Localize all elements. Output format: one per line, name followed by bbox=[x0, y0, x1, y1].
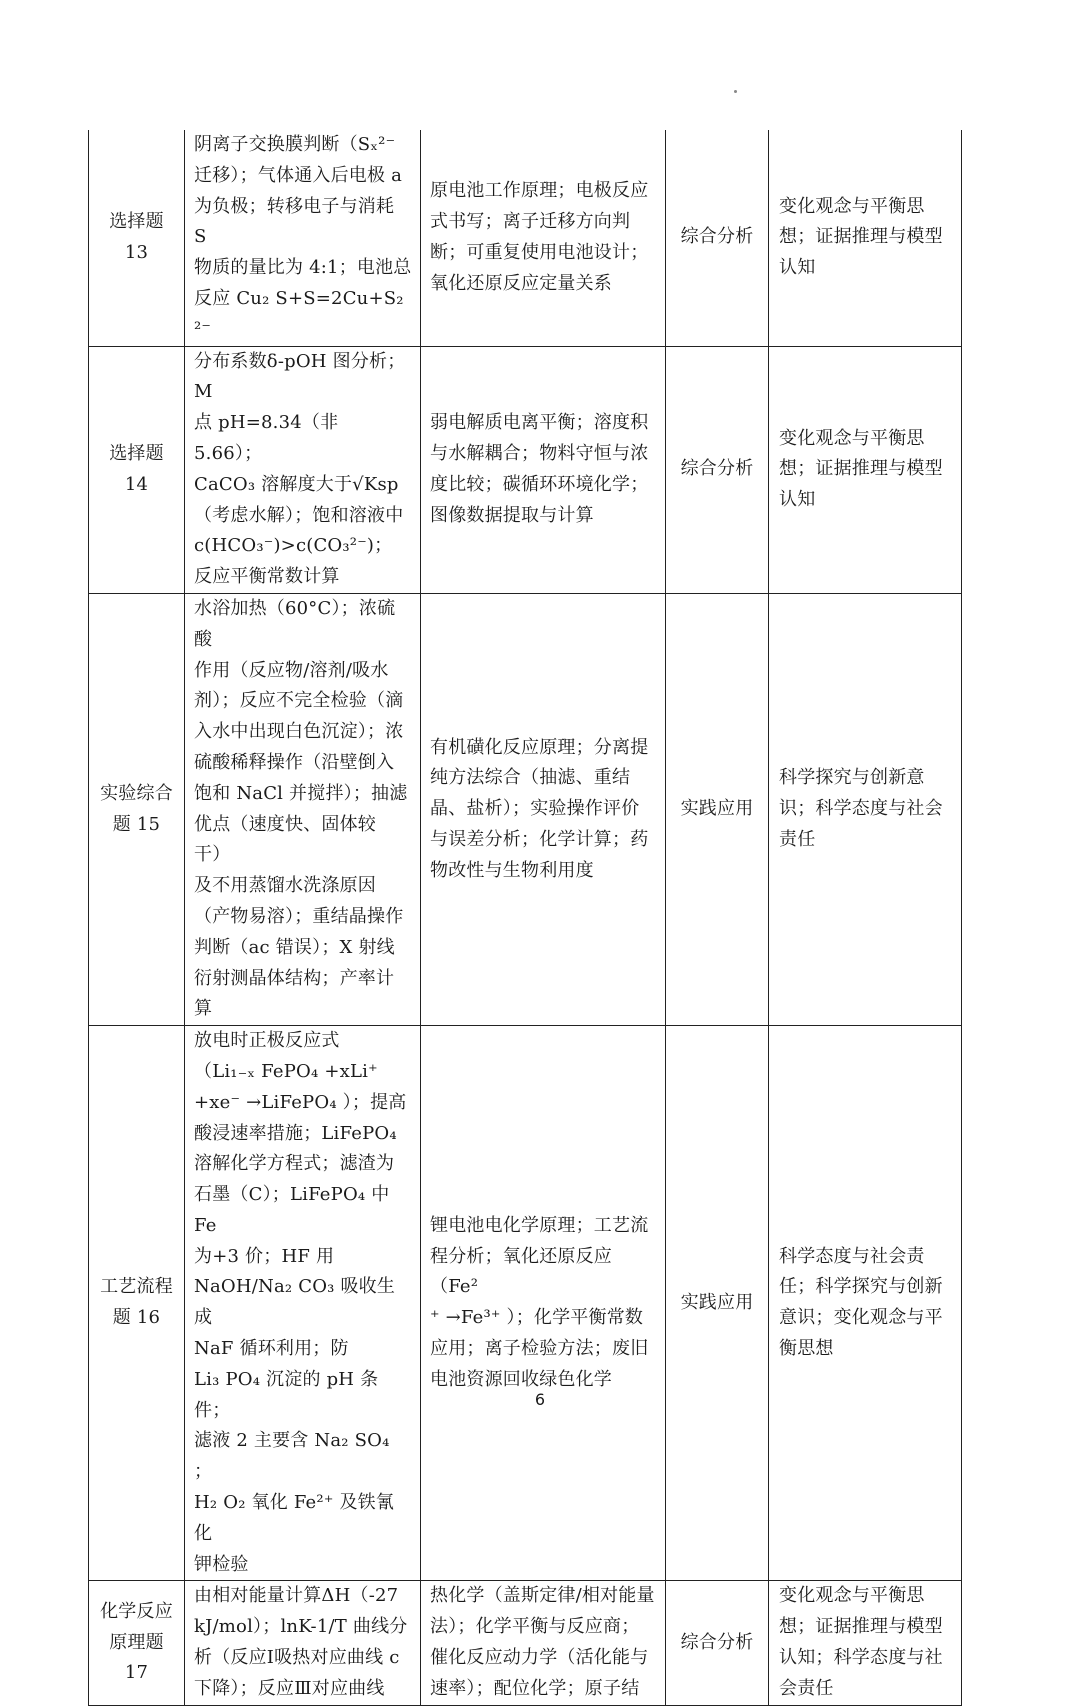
analysis-table bbox=[88, 130, 962, 1706]
page-number: 6 bbox=[534, 1390, 546, 1409]
question-cell: 实验综合 题 15 bbox=[89, 593, 185, 1025]
knowledge-cell: 分布系数δ-pOH 图分析；M 点 pH=8.34（非 5.66）； CaCO₃ 溶解度大于√Ksp （考虑水解）；饱和溶液中 c(HCO₃⁻)>c(CO₃²⁻)； 反应平衡常数计算 bbox=[185, 346, 421, 593]
question-cell: 工艺流程 题 16 bbox=[89, 1026, 185, 1581]
ability-cell: 综合分析 bbox=[666, 346, 769, 593]
principle-cell: 弱电解质电离平衡；溶度积 与水解耦合；物料守恒与浓 度比较；碳循环环境化学； 图像数据提取与计算 bbox=[421, 346, 666, 593]
knowledge-cell: 阴离子交换膜判断（Sₓ²⁻ 迁移）；气体通入后电极 a 为负极；转移电子与消耗 S 物质的量比为 4:1；电池总 反应 Cu₂ S+S=2Cu+S₂ ²⁻ bbox=[185, 130, 421, 346]
literacy-cell: 科学态度与社会责 任；科学探究与创新 意识；变化观念与平 衡思想 bbox=[769, 1026, 962, 1581]
principle-cell: 有机磺化反应原理；分离提 纯方法综合（抽滤、重结 晶、盐析）；实验操作评价 与误差分析；化学计算；药 物改性与生物利用度 bbox=[421, 593, 666, 1025]
table-row bbox=[89, 1581, 962, 1705]
scan-dot bbox=[734, 90, 737, 93]
knowledge-cell: 水浴加热（60°C）；浓硫酸 作用（反应物/溶剂/吸水 剂）；反应不完全检验（滴 入水中出现白色沉淀）；浓 硫酸稀释操作（沿壁倒入 饱和 NaCl 并搅拌）；抽滤 优点（速度快、固体较干） 及不用蒸馏水洗涤原因 （产物易溶）；重结晶操作 判断（ac 错误）；X 射线 衍射测晶体结构；产率计 算 bbox=[185, 593, 421, 1025]
question-cell: 选择题 13 bbox=[89, 130, 185, 346]
ability-cell: 实践应用 bbox=[666, 1026, 769, 1581]
ability-cell: 综合分析 bbox=[666, 1581, 769, 1705]
principle-cell: 热化学（盖斯定律/相对能量 法）；化学平衡与反应商； 催化反应动力学（活化能与 速率）；配位化学；原子结 bbox=[421, 1581, 666, 1705]
principle-cell: 锂电池电化学原理；工艺流 程分析；氧化还原反应（Fe² ⁺ →Fe³⁺ ）；化学平衡常数 应用；离子检验方法；废旧 电池资源回收绿色化学 bbox=[421, 1026, 666, 1581]
question-cell: 选择题 14 bbox=[89, 346, 185, 593]
ability-cell: 综合分析 bbox=[666, 130, 769, 346]
table-row bbox=[89, 130, 962, 346]
literacy-cell: 变化观念与平衡思 想；证据推理与模型 认知；科学态度与社 会责任 bbox=[769, 1581, 962, 1705]
table-row bbox=[89, 593, 962, 1025]
ability-cell: 实践应用 bbox=[666, 593, 769, 1025]
table-row bbox=[89, 346, 962, 593]
knowledge-cell: 放电时正极反应式 （Li₁₋ₓ FePO₄ +xLi⁺ +xe⁻ →LiFePO₄ ）；提高 酸浸速率措施；LiFePO₄ 溶解化学方程式；滤渣为 石墨（C）；LiFePO₄ 中 Fe 为+3 价；HF 用 NaOH/Na₂ CO₃ 吸收生成 NaF 循环利用；防 Li₃ PO₄ 沉淀的 pH 条件； 滤液 2 主要含 Na₂ SO₄ ； H₂ O₂ 氧化 Fe²⁺ 及铁氰化 钾检验 bbox=[185, 1026, 421, 1581]
table-row bbox=[89, 1026, 962, 1581]
question-cell: 化学反应 原理题 17 bbox=[89, 1581, 185, 1705]
literacy-cell: 变化观念与平衡思 想；证据推理与模型 认知 bbox=[769, 346, 962, 593]
principle-cell: 原电池工作原理；电极反应 式书写；离子迁移方向判 断；可重复使用电池设计； 氧化还原反应定量关系 bbox=[421, 130, 666, 346]
literacy-cell: 变化观念与平衡思 想；证据推理与模型 认知 bbox=[769, 130, 962, 346]
literacy-cell: 科学探究与创新意 识；科学态度与社会 责任 bbox=[769, 593, 962, 1025]
knowledge-cell: 由相对能量计算ΔH（-27 kJ/mol）；lnK-1/T 曲线分 析（反应Ⅰ吸热对应曲线 c 下降）；反应Ⅲ对应曲线 bbox=[185, 1581, 421, 1705]
